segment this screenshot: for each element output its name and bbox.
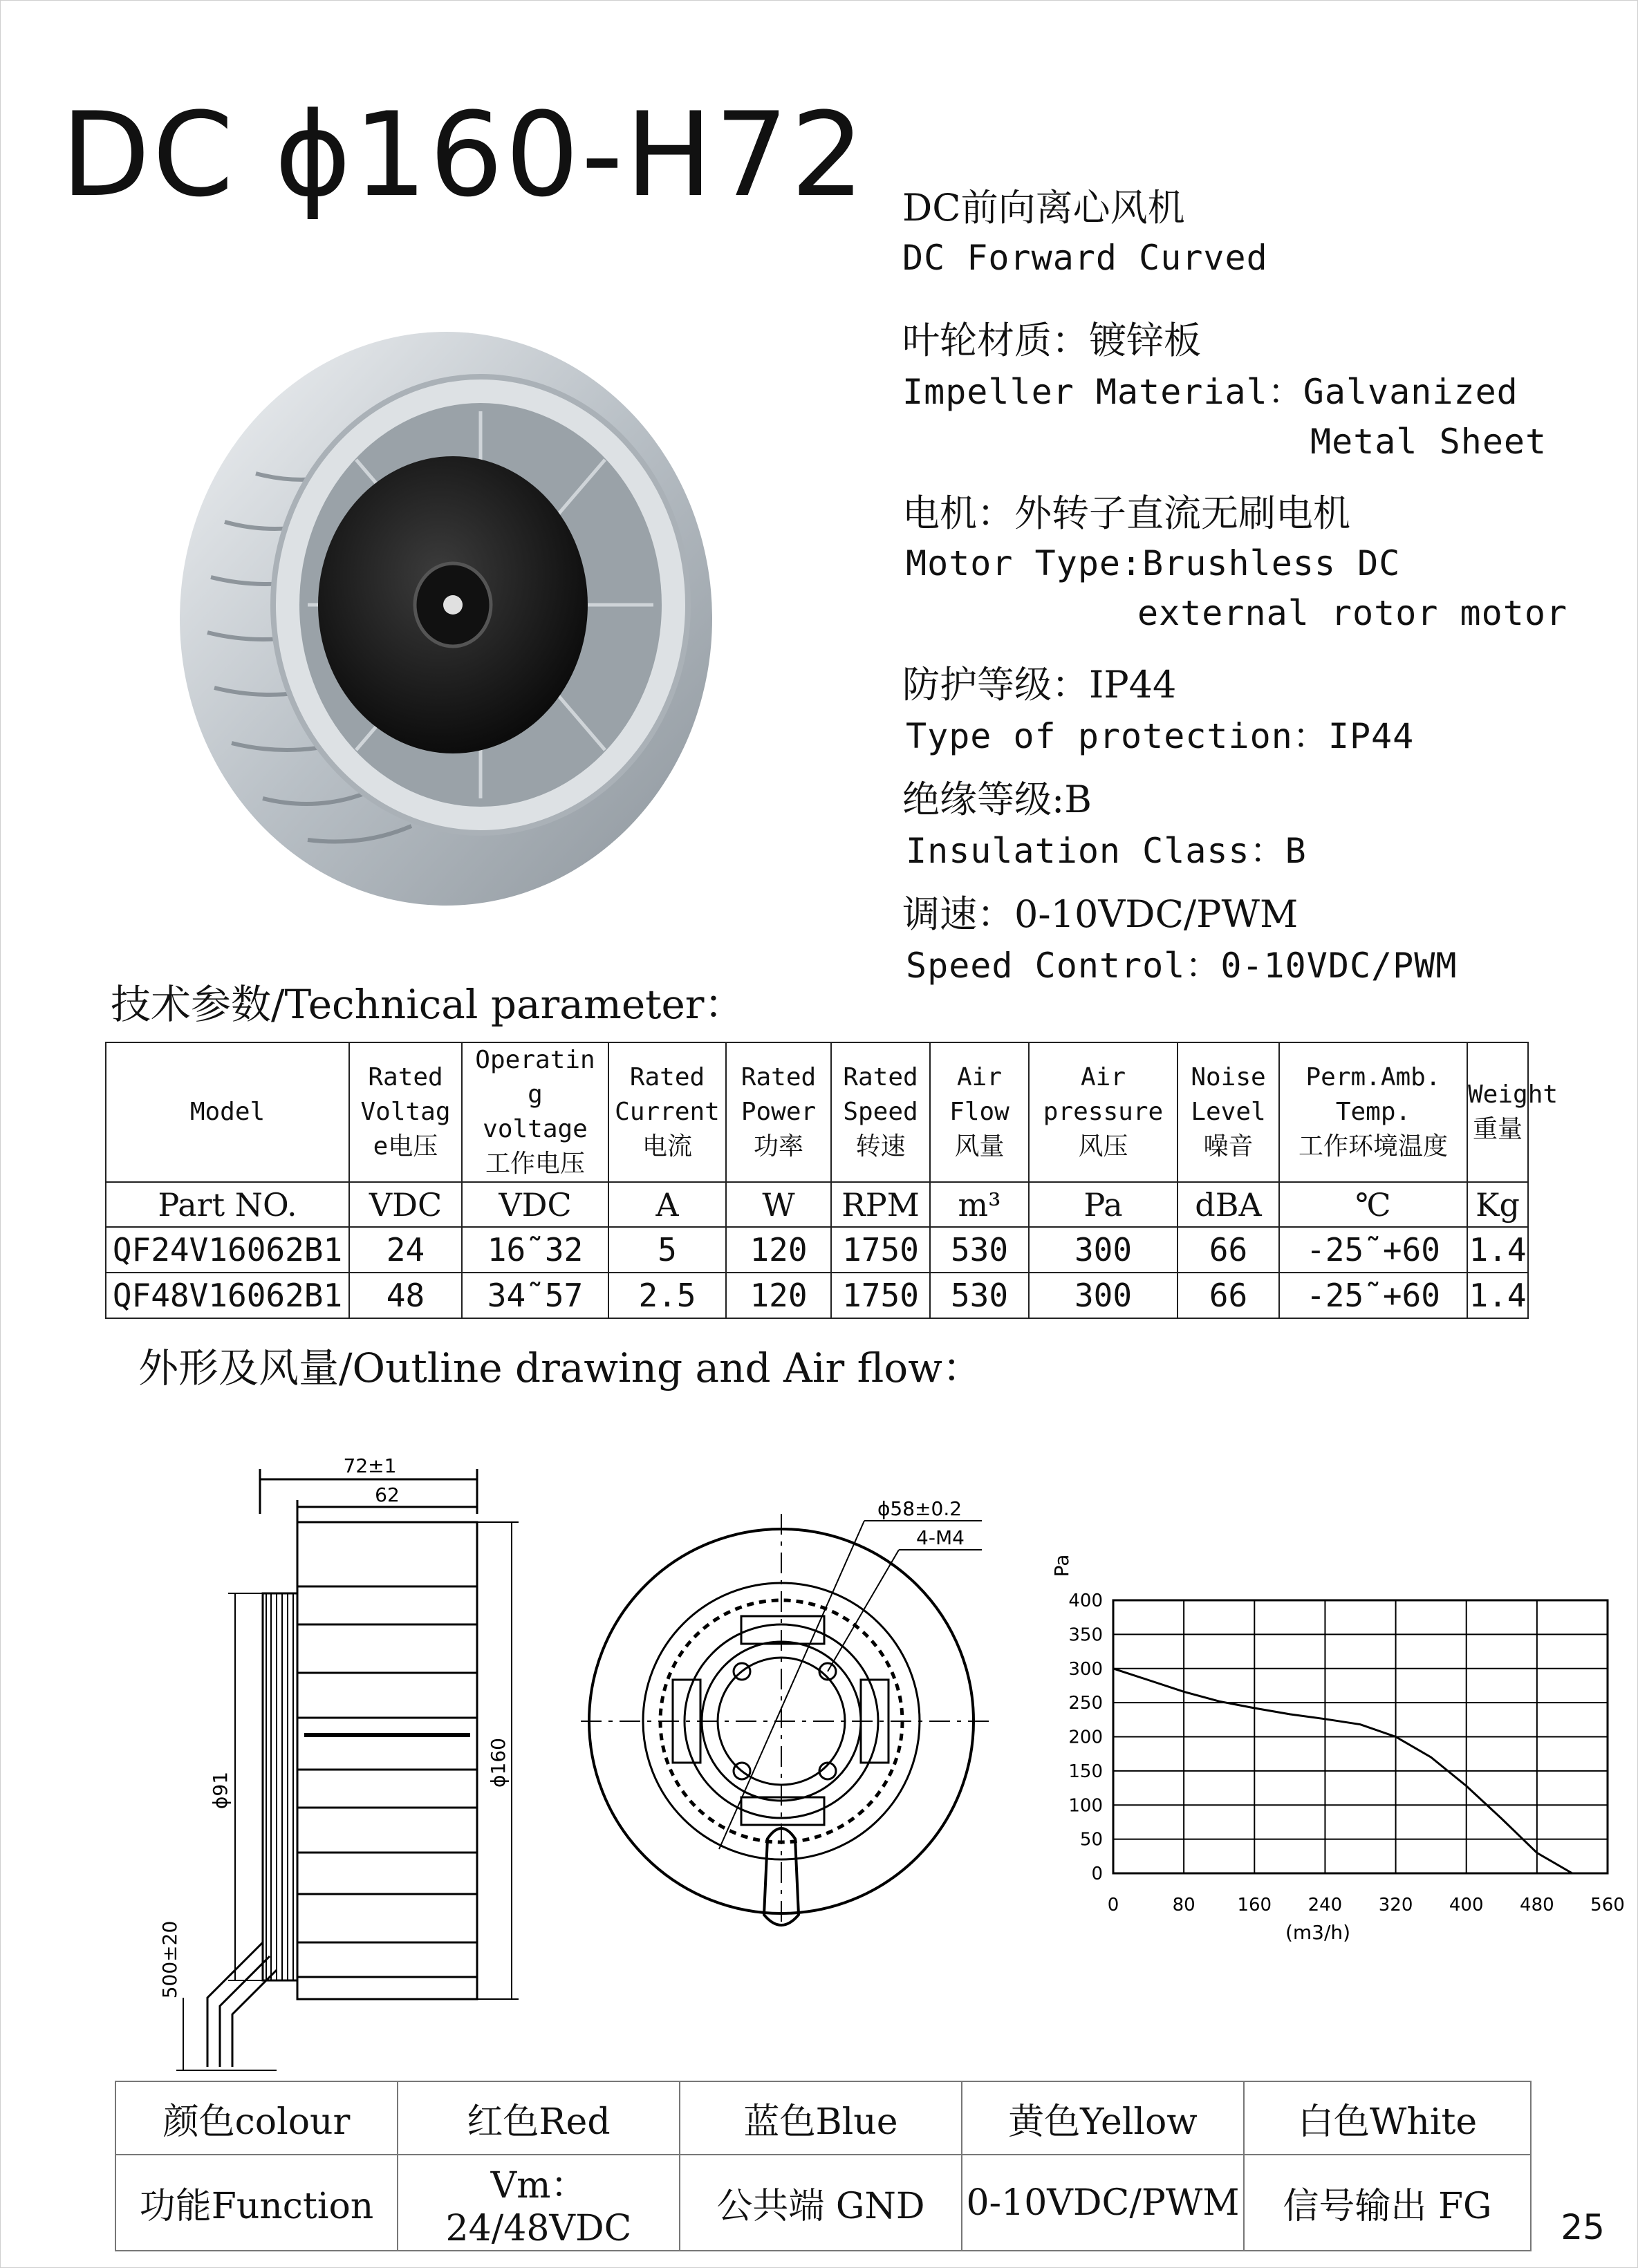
spec-impeller-en: Impeller Material：Galvanized [902,372,1518,412]
chart-x-tick-label: 400 [1449,1895,1484,1915]
table-cell: 300 [1029,1273,1178,1318]
table-header-line: Rated [368,1063,443,1091]
wire-function-white: 信号输出 FG [1244,2155,1531,2251]
airflow-curve-chart [1003,1541,1638,1970]
table-row [106,1273,1528,1318]
table-header-line: 重量 [1472,1115,1523,1143]
table-unit-cell: VDC [462,1182,608,1227]
wire-function-label: 功能Function [115,2155,398,2251]
table-header-line: Rated [741,1063,817,1091]
table-header-cell [462,1042,608,1182]
dim-wheel-width: 62 [375,1483,400,1506]
spec-type-cn: DC前向离心风机 [902,186,1185,229]
chart-x-tick-label: 480 [1520,1895,1554,1915]
table-cell: 24 [349,1227,462,1273]
table-cell: QF48V16062B1 [106,1273,349,1318]
dim-holes: 4-M4 [916,1526,965,1549]
tech-section-title: 技术参数/Technical parameter： [111,981,745,1028]
table-header-cell [106,1042,349,1182]
fan-impeller-image [149,315,757,923]
table-header-cell [930,1042,1029,1182]
spec-insulation-en: Insulation Class：B [906,831,1307,871]
dim-total-width: 72±1 [343,1454,397,1477]
wire-colour-label: 颜色colour [115,2081,398,2155]
table-header-row [106,1042,1528,1182]
chart-y-tick-label: 200 [1068,1727,1103,1748]
table-header-line: Current [615,1098,720,1126]
table-header-cell [1029,1042,1178,1182]
page-number: 25 [1561,2207,1605,2247]
table-header-cell [349,1042,462,1182]
chart-y-tick-label: 0 [1091,1864,1103,1884]
table-header-line: Weight [1468,1080,1558,1109]
table-cell: 34˜57 [462,1273,608,1318]
table-cell: -25˜+60 [1279,1227,1467,1273]
table-unit-row [106,1182,1528,1227]
dim-cable-length: 500±20 [158,1920,181,1999]
wire-function-red: Vm：24/48VDC [398,2155,680,2251]
spec-protection-en: Type of protection：IP44 [906,716,1415,756]
table-header-cell [831,1042,930,1182]
table-header-line: Rated [843,1063,918,1091]
chart-x-tick-label: 560 [1590,1895,1625,1915]
dim-hub-diameter: ϕ91 [209,1771,232,1810]
technical-parameter-table [105,1042,1558,1319]
table-cell: 66 [1178,1273,1279,1318]
side-outline-drawing [138,1445,553,2074]
chart-y-tick-label: 350 [1068,1624,1103,1646]
spec-motor-en: Motor Type:Brushless DC [906,543,1401,583]
table-unit-cell: Kg [1467,1182,1528,1227]
table-cell: 5 [608,1227,726,1273]
table-header-line: e电压 [373,1132,438,1161]
wire-function-yellow: 0-10VDC/PWM [962,2155,1244,2251]
table-unit-cell: ℃ [1279,1182,1467,1227]
table-unit-cell: dBA [1178,1182,1279,1227]
table-header-line: Level [1191,1098,1266,1126]
spec-speed-cn: 调速：0-10VDC/PWM [902,892,1299,936]
table-header-line: 电流 [642,1132,692,1161]
chart-x-tick-label: 160 [1237,1895,1272,1915]
table-header-cell [726,1042,831,1182]
table-cell: 1750 [831,1227,930,1273]
spec-motor-cn: 电机：外转子直流无刷电机 [902,491,1350,535]
wire-color-yellow: 黄色Yellow [962,2081,1244,2155]
outline-section-title: 外形及风量/Outline drawing and Air flow： [138,1344,983,1391]
table-unit-cell: m³ [930,1182,1029,1227]
chart-y-tick-label: 400 [1068,1591,1103,1611]
table-header-cell [1279,1042,1467,1182]
chart-x-tick-label: 320 [1378,1895,1413,1915]
chart-x-axis-label: (m3/h) [1285,1921,1351,1944]
table-cell: 120 [726,1273,831,1318]
table-row [106,1227,1528,1273]
table-header-line: 功率 [753,1132,803,1161]
table-header-line: Air [956,1063,1003,1091]
table-header-line: 噪音 [1203,1132,1254,1161]
chart-y-tick-label: 300 [1068,1658,1103,1680]
table-header-line: Power [741,1098,817,1126]
table-unit-cell: A [608,1182,726,1227]
spec-impeller-en-2: Metal Sheet [1310,422,1547,462]
wire-color-white: 白色White [1244,2081,1531,2155]
chart-y-tick-label: 50 [1079,1829,1103,1850]
chart-x-tick-label: 0 [1107,1895,1119,1915]
table-cell: 1750 [831,1273,930,1318]
wire-color-red: 红色Red [398,2081,680,2155]
table-cell: 1.4 [1467,1273,1528,1318]
spec-type-en: DC Forward Curved [902,238,1268,278]
dim-bolt-circle: ϕ58±0.2 [877,1497,962,1520]
page-title: DC ϕ160-H72 [61,87,867,223]
table-cell: 120 [726,1227,831,1273]
table-cell: 48 [349,1273,462,1318]
spec-motor-en-2: external rotor motor [1137,593,1568,633]
table-cell: 530 [930,1227,1029,1273]
table-header-line: Air [1080,1063,1126,1091]
table-header-cell [1178,1042,1279,1182]
table-header-line: voltage [483,1115,588,1143]
table-header-line: 转速 [855,1132,906,1161]
wire-color-table [115,2081,1532,2251]
table-cell: 66 [1178,1227,1279,1273]
spec-impeller-cn: 叶轮材质：镀锌板 [902,319,1201,362]
table-header-line: g [528,1080,543,1109]
table-header-line: Voltag [360,1098,451,1126]
table-header-line: Perm.Amb. [1305,1063,1441,1091]
chart-x-tick-label: 80 [1172,1895,1195,1915]
table-unit-cell: VDC [349,1182,462,1227]
table-cell: -25˜+60 [1279,1273,1467,1318]
table-cell: QF24V16062B1 [106,1227,349,1273]
table-cell: 16˜32 [462,1227,608,1273]
wire-function-blue: 公共端 GND [680,2155,962,2251]
table-cell: 300 [1029,1227,1178,1273]
spec-speed-en: Speed Control：0-10VDC/PWM [906,946,1458,986]
table-unit-cell: Pa [1029,1182,1178,1227]
table-unit-cell: RPM [831,1182,930,1227]
table-header-cell [608,1042,726,1182]
chart-x-tick-label: 240 [1307,1895,1343,1915]
table-header-line: Flow [949,1098,1009,1126]
chart-y-tick-label: 250 [1068,1693,1103,1714]
table-cell: 530 [930,1273,1029,1318]
chart-y-axis-label: Pa [1050,1554,1073,1577]
table-header-line: Speed [843,1098,918,1126]
table-cell: 1.4 [1467,1227,1528,1273]
table-header-line: Noise [1191,1063,1266,1091]
table-header-line: Model [189,1098,266,1126]
table-header-line: 风压 [1078,1132,1128,1161]
front-outline-drawing [581,1493,1009,1949]
spec-insulation-cn: 绝缘等级:B [902,778,1092,821]
table-header-line: 风量 [954,1132,1005,1161]
spec-protection-cn: 防护等级：IP44 [902,663,1177,706]
table-cell: 2.5 [608,1273,726,1318]
table-header-line: 工作电压 [485,1150,585,1178]
table-header-line: Rated [629,1063,705,1091]
dim-wheel-diameter: ϕ160 [487,1738,510,1788]
table-header-line: 工作环境温度 [1298,1132,1448,1161]
chart-y-tick-label: 100 [1068,1795,1103,1817]
table-header-cell [1467,1042,1558,1182]
table-unit-cell: Part NO. [106,1182,349,1227]
chart-y-tick-label: 150 [1068,1761,1103,1782]
table-unit-cell: W [726,1182,831,1227]
table-header-line: Temp. [1335,1098,1411,1126]
wire-function-row [115,2155,1531,2251]
wire-color-row [115,2081,1531,2155]
table-header-line: pressure [1043,1098,1164,1126]
table-header-line: Operatin [475,1046,595,1074]
wire-color-blue: 蓝色Blue [680,2081,962,2155]
